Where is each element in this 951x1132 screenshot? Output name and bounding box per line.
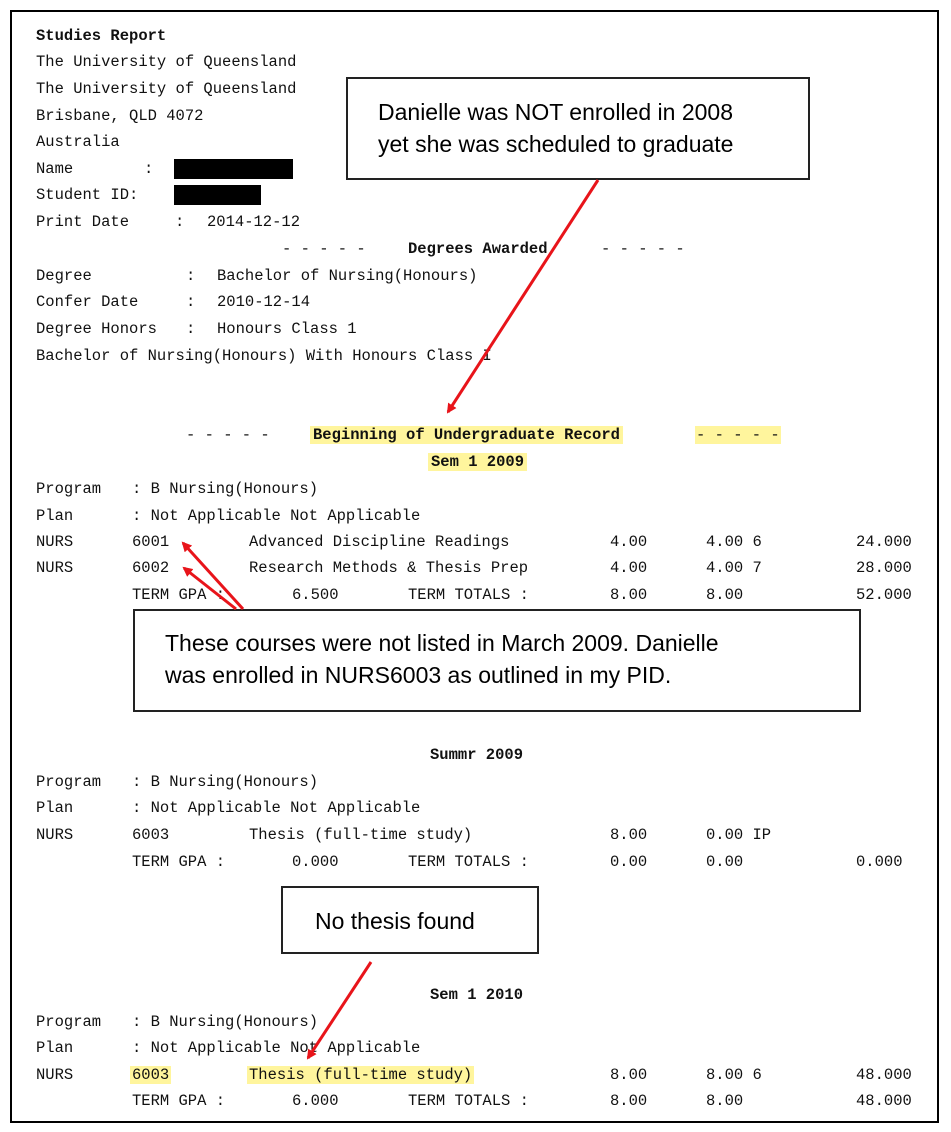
name-separator: : bbox=[144, 160, 154, 178]
term-gpa-label: TERM GPA : bbox=[132, 586, 226, 604]
course-attempted: 4.00 bbox=[610, 533, 648, 551]
program-label: Program bbox=[36, 1013, 102, 1031]
enrolment-callout-line-2: yet she was scheduled to graduate bbox=[378, 131, 734, 157]
term-total-attempted: 8.00 bbox=[610, 586, 648, 604]
plan-label: Plan bbox=[36, 1039, 74, 1057]
course-title: Advanced Discipline Readings bbox=[249, 533, 510, 551]
course-number: 6003 bbox=[132, 826, 170, 844]
enrolment-callout-line-1: Danielle was NOT enrolled in 2008 bbox=[378, 99, 733, 125]
program-label: Program bbox=[36, 480, 102, 498]
term-total-attempted: 8.00 bbox=[610, 1092, 648, 1110]
course-points: 48.000 bbox=[856, 1066, 912, 1084]
term-total-points: 48.000 bbox=[856, 1092, 912, 1110]
confer-date-value: 2010-12-14 bbox=[217, 293, 311, 311]
program-value: : B Nursing(Honours) bbox=[132, 773, 319, 791]
courses-callout-line-1: These courses were not listed in March 2009. Danielle bbox=[165, 630, 719, 656]
record-left-dashes: - - - - - bbox=[186, 426, 270, 444]
degrees-heading: Degrees Awarded bbox=[408, 240, 548, 258]
course-subject: NURS bbox=[36, 559, 74, 577]
term-gpa-label: TERM GPA : bbox=[132, 853, 226, 871]
course-points: 24.000 bbox=[856, 533, 912, 551]
term-total-earned: 8.00 bbox=[706, 586, 744, 604]
degree-label: Degree bbox=[36, 267, 92, 285]
term-gpa-value: 0.000 bbox=[292, 853, 339, 871]
plan-value: : Not Applicable Not Applicable bbox=[132, 1039, 421, 1057]
student-id-label: Student ID: bbox=[36, 186, 139, 204]
course-number: 6002 bbox=[132, 559, 170, 577]
name-label: Name bbox=[36, 160, 74, 178]
course-title: Research Methods & Thesis Prep bbox=[249, 559, 529, 577]
print-date-label: Print Date bbox=[36, 213, 130, 231]
course-earned-grade: 4.00 7 bbox=[706, 559, 762, 577]
institution-line-1: The University of Queensland bbox=[36, 53, 297, 71]
term-total-points: 52.000 bbox=[856, 586, 912, 604]
term-total-earned: 8.00 bbox=[706, 1092, 744, 1110]
course-earned-grade: 8.00 6 bbox=[706, 1066, 762, 1084]
address-country: Australia bbox=[36, 133, 120, 151]
degree-full-line: Bachelor of Nursing(Honours) With Honours Class I bbox=[36, 347, 492, 365]
print-date-value: 2014-12-12 bbox=[207, 213, 301, 231]
term-heading: Summr 2009 bbox=[430, 746, 524, 764]
term-total-earned: 0.00 bbox=[706, 853, 744, 871]
course-title: Thesis (full-time study) bbox=[249, 1066, 473, 1084]
degree-honors-value: Honours Class 1 bbox=[217, 320, 357, 338]
degree-honors-label: Degree Honors bbox=[36, 320, 157, 338]
degree-separator: : bbox=[186, 267, 196, 285]
term-totals-label: TERM TOTALS : bbox=[408, 1092, 529, 1110]
degree-value: Bachelor of Nursing(Honours) bbox=[217, 267, 478, 285]
record-right-dashes: - - - - - bbox=[696, 426, 780, 444]
term-total-attempted: 0.00 bbox=[610, 853, 648, 871]
term-heading: Sem 1 2009 bbox=[428, 453, 527, 471]
course-attempted: 8.00 bbox=[610, 1066, 648, 1084]
course-earned-grade: 4.00 6 bbox=[706, 533, 762, 551]
course-earned-grade: 0.00 IP bbox=[706, 826, 772, 844]
address-city: Brisbane, QLD 4072 bbox=[36, 107, 204, 125]
term-totals-label: TERM TOTALS : bbox=[408, 853, 529, 871]
term-gpa-value: 6.500 bbox=[292, 586, 339, 604]
arrow-to-record-start bbox=[448, 180, 598, 412]
course-number: 6001 bbox=[132, 533, 170, 551]
course-attempted: 8.00 bbox=[610, 826, 648, 844]
course-number: 6003 bbox=[132, 1066, 170, 1084]
degrees-heading-left-dashes: - - - - - bbox=[282, 240, 366, 258]
confer-date-label: Confer Date bbox=[36, 293, 139, 311]
confer-date-separator: : bbox=[186, 293, 196, 311]
courses-callout-line-2: was enrolled in NURS6003 as outlined in my PID. bbox=[165, 662, 672, 688]
term-gpa-value: 6.000 bbox=[292, 1092, 339, 1110]
plan-label: Plan bbox=[36, 799, 74, 817]
plan-label: Plan bbox=[36, 507, 74, 525]
thesis-callout-text: No thesis found bbox=[315, 908, 475, 934]
print-date-separator: : bbox=[175, 213, 185, 231]
degree-honors-separator: : bbox=[186, 320, 196, 338]
term-totals-label: TERM TOTALS : bbox=[408, 586, 529, 604]
program-value: : B Nursing(Honours) bbox=[132, 1013, 319, 1031]
course-subject: NURS bbox=[36, 533, 74, 551]
degrees-heading-right-dashes: - - - - - bbox=[601, 240, 685, 258]
program-label: Program bbox=[36, 773, 102, 791]
course-title: Thesis (full-time study) bbox=[249, 826, 473, 844]
plan-value: : Not Applicable Not Applicable bbox=[132, 507, 421, 525]
institution-line-2: The University of Queensland bbox=[36, 80, 297, 98]
arrow-to-thesis-2010 bbox=[308, 962, 371, 1058]
course-subject: NURS bbox=[36, 1066, 74, 1084]
term-heading: Sem 1 2010 bbox=[430, 986, 524, 1004]
program-value: : B Nursing(Honours) bbox=[132, 480, 319, 498]
record-heading: Beginning of Undergraduate Record bbox=[310, 426, 623, 444]
course-subject: NURS bbox=[36, 826, 74, 844]
report-title: Studies Report bbox=[36, 27, 167, 45]
term-gpa-label: TERM GPA : bbox=[132, 1092, 226, 1110]
course-points: 28.000 bbox=[856, 559, 912, 577]
plan-value: : Not Applicable Not Applicable bbox=[132, 799, 421, 817]
course-attempted: 4.00 bbox=[610, 559, 648, 577]
term-total-points: 0.000 bbox=[856, 853, 903, 871]
